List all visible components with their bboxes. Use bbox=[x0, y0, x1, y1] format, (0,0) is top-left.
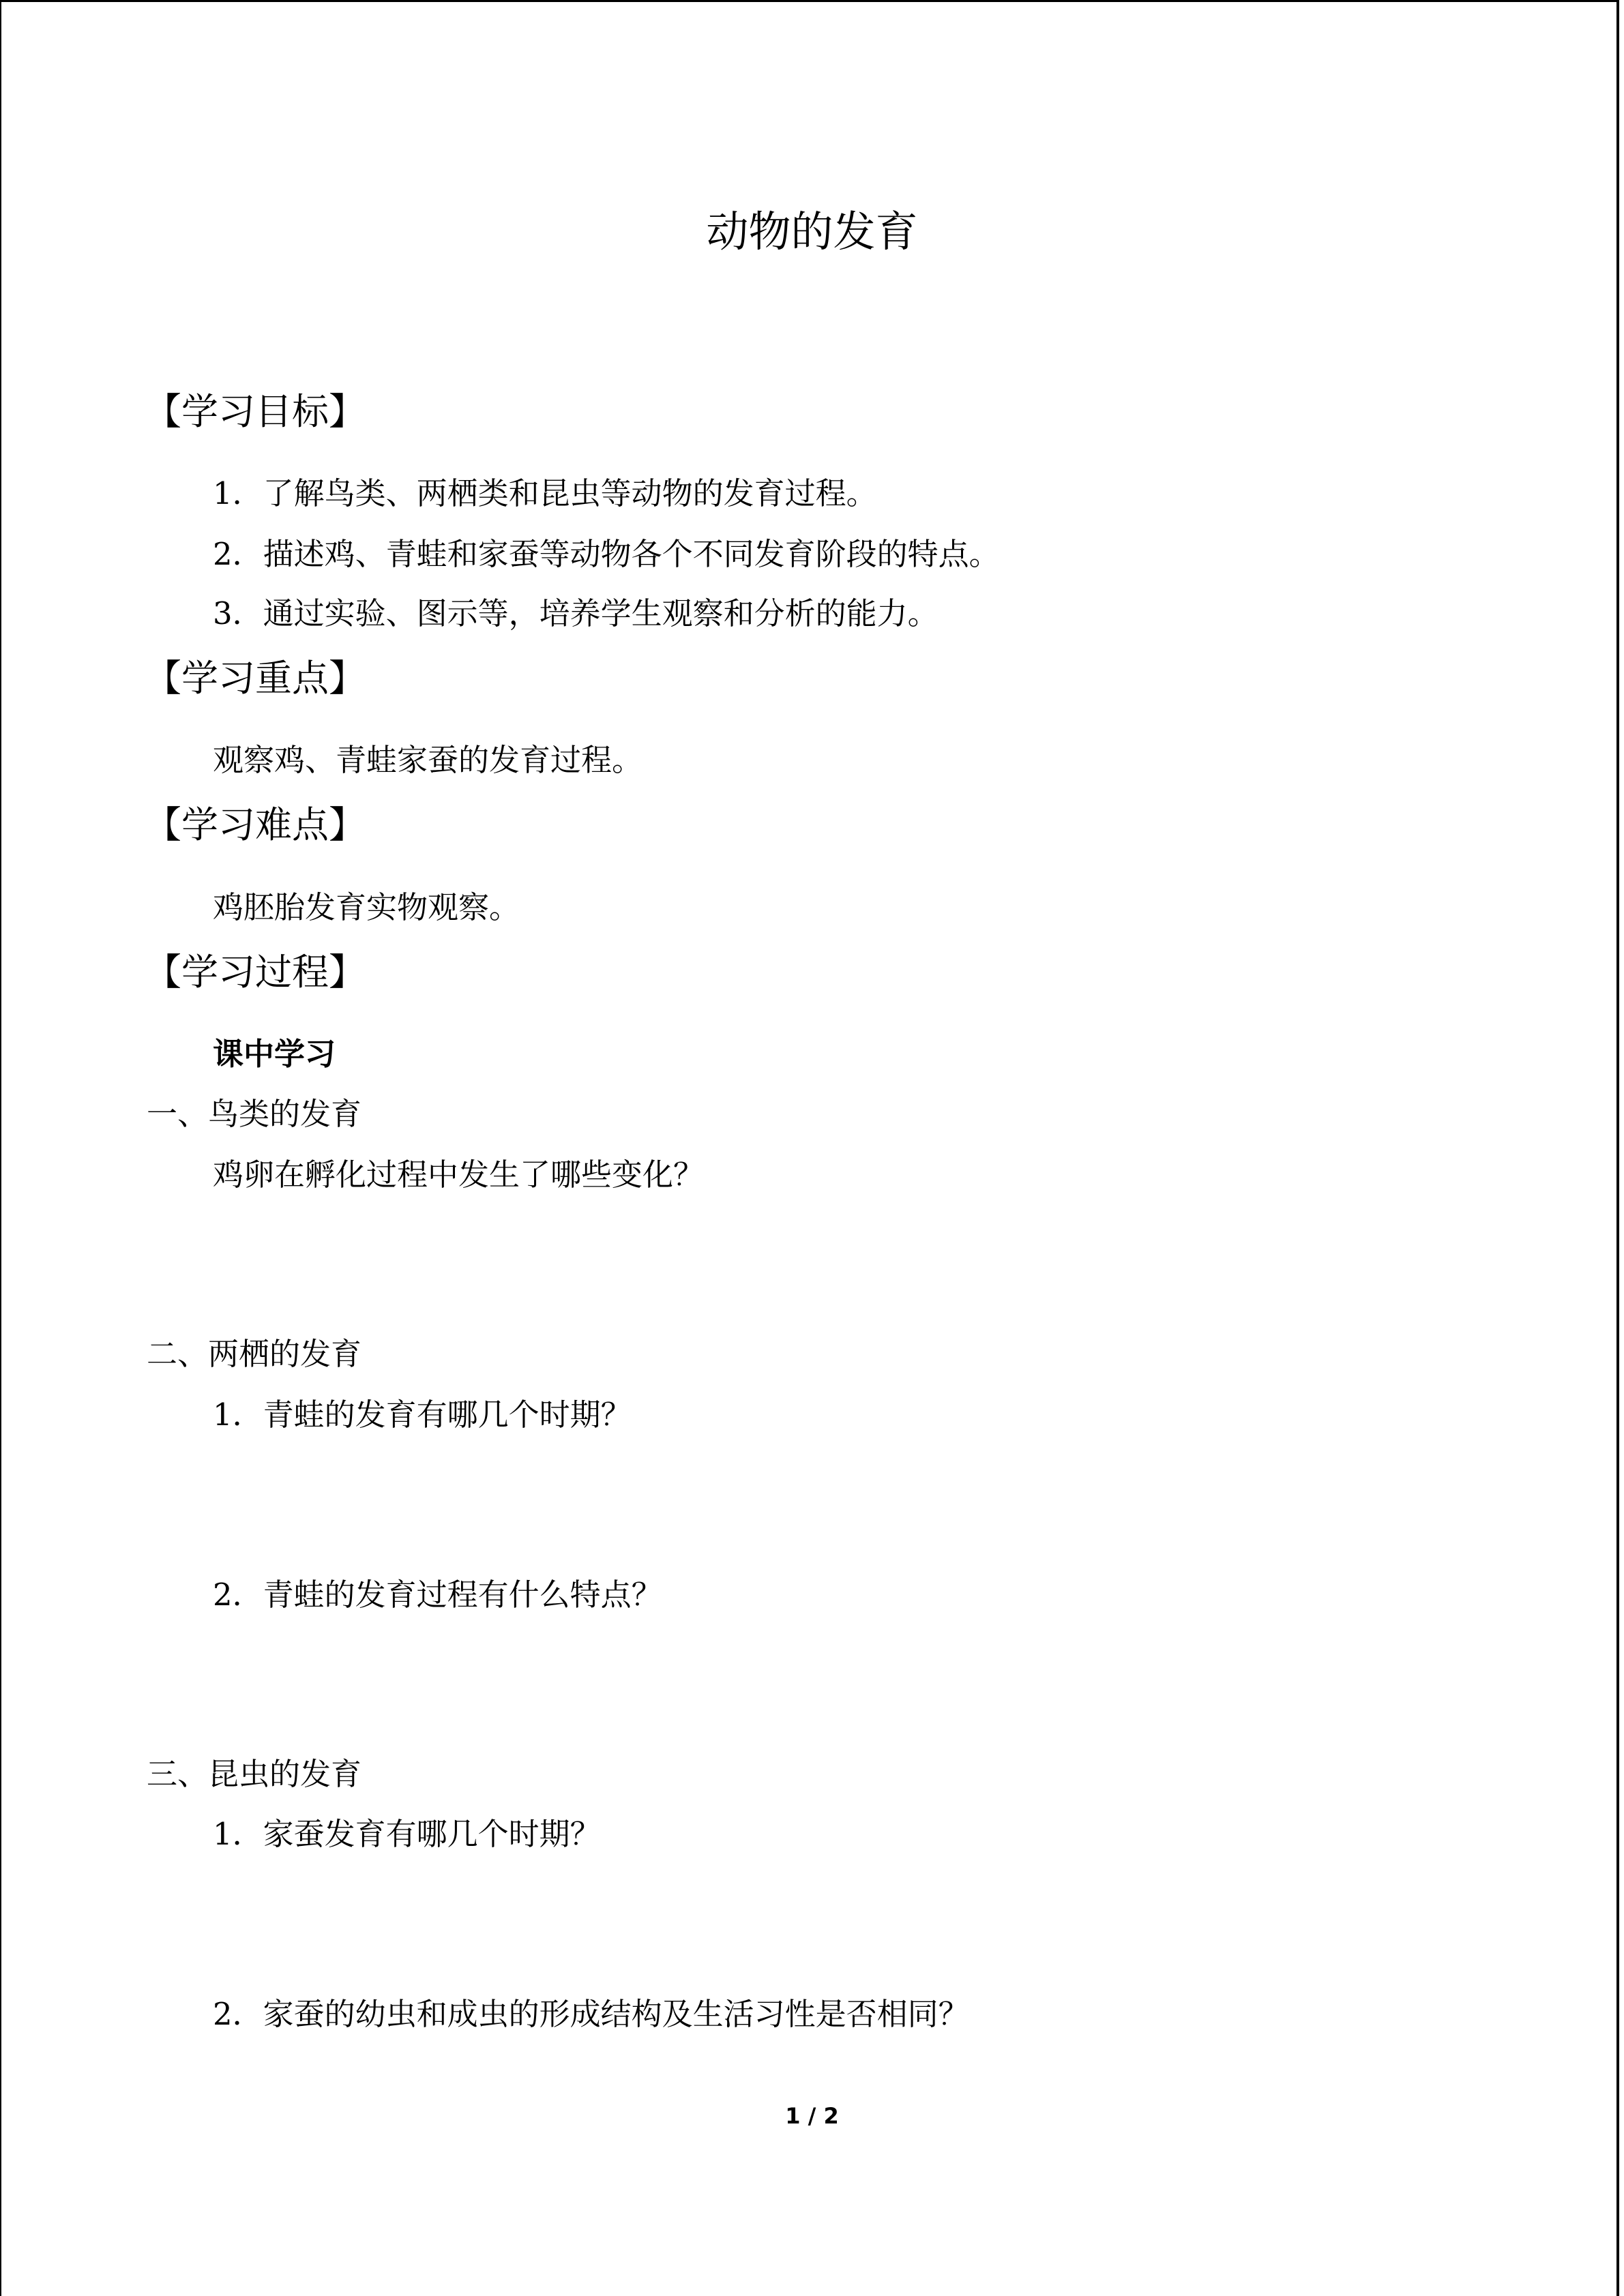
key-points-heading: 【学习重点】 bbox=[145, 657, 366, 700]
question-insects-1: 1．家蚕发育有哪几个时期？ bbox=[213, 1816, 601, 1852]
difficulties-heading: 【学习难点】 bbox=[145, 803, 366, 846]
question-birds-1: 鸡卵在孵化过程中发生了哪些变化？ bbox=[213, 1157, 705, 1193]
document-title: 动物的发育 bbox=[706, 207, 918, 256]
section-title-birds: 一、鸟类的发育 bbox=[147, 1096, 362, 1132]
process-subheading: 课中学习 bbox=[213, 1036, 336, 1072]
question-amphibians-2: 2．青蛙的发育过程有什么特点？ bbox=[213, 1577, 662, 1613]
objectives-heading: 【学习目标】 bbox=[145, 390, 366, 433]
question-amphibians-1: 1．青蛙的发育有哪几个时期？ bbox=[213, 1397, 632, 1433]
objective-item-3: 3．通过实验、图示等，培养学生观察和分析的能力。 bbox=[213, 595, 939, 631]
difficulties-text: 鸡胚胎发育实物观察。 bbox=[213, 889, 520, 925]
section-title-insects: 三、昆虫的发育 bbox=[147, 1756, 362, 1792]
question-insects-2: 2．家蚕的幼虫和成虫的形成结构及生活习性是否相同？ bbox=[213, 1996, 969, 2032]
objective-item-1: 1．了解鸟类、两栖类和昆虫等动物的发育过程。 bbox=[213, 475, 877, 511]
process-heading: 【学习过程】 bbox=[145, 951, 366, 994]
section-title-amphibians: 二、两栖的发育 bbox=[147, 1336, 362, 1372]
page-number: 1 / 2 bbox=[785, 2103, 839, 2129]
objective-item-2: 2．描述鸡、青蛙和家蚕等动物各个不同发育阶段的特点。 bbox=[213, 536, 1000, 572]
key-points-text: 观察鸡、青蛙家蚕的发育过程。 bbox=[213, 742, 643, 778]
